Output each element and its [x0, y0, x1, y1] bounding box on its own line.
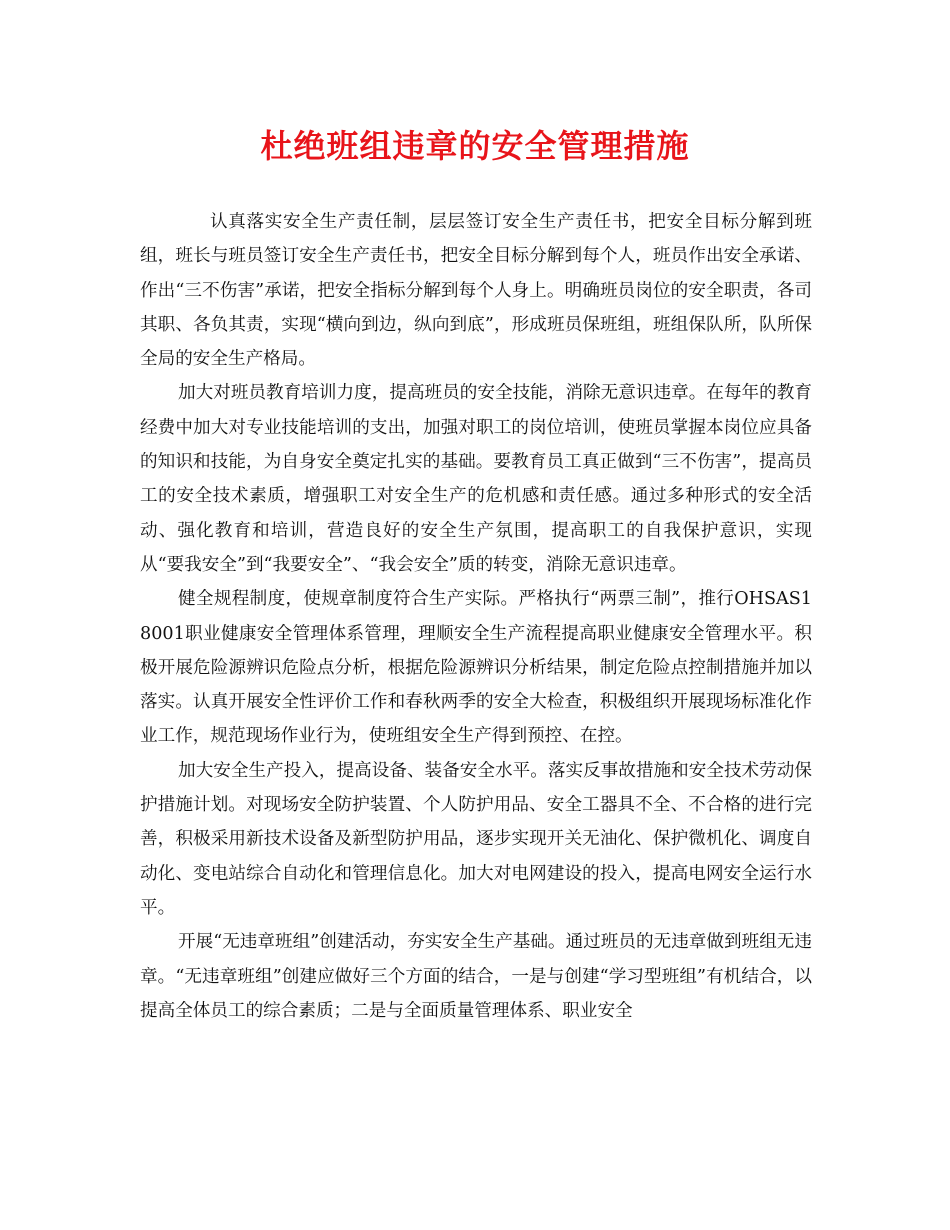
paragraph-no-violation-team: 开展“无违章班组”创建活动，夯实安全生产基础。通过班员的无违章做到班组无违章。“无违章班组”创建应做好三个方面的结合，一是与创建“学习型班组”有机结合，以提高全体员工的综合素质；二是与全面质量管理体系、职业安全	[140, 932, 812, 1021]
paragraph-responsibility: 认真落实安全生产责任制，层层签订安全生产责任书，把安全目标分解到班组，班长与班员签订安全生产责任书，把安全目标分解到每个人，班员作出安全承诺、作出“三不伤害”承诺，把安全指标分解到每个人身上。明确班员岗位的安全职责，各司其职、各负其责，实现“横向到边，纵向到底”，形成班员保班组，班组保队所，队所保全局的安全生产格局。	[140, 212, 812, 370]
paragraph-investment: 加大安全生产投入，提高设备、装备安全水平。落实反事故措施和安全技术劳动保护措施计划。对现场安全防护装置、个人防护用品、安全工器具不全、不合格的进行完善，积极采用新技术设备及新型防护用品，逐步实现开关无油化、保护微机化、调度自动化、变电站综合自动化和管理信息化。加大对电网建设的投入，提高电网安全运行水平。	[140, 760, 812, 918]
document-title: 杜绝班组违章的安全管理措施	[260, 127, 690, 165]
document-body	[140, 205, 812, 1028]
paragraph-regulations: 健全规程制度，使规章制度符合生产实际。严格执行“两票三制”，推行OHSAS18001职业健康安全管理体系管理，理顺安全生产流程提高职业健康安全管理水平。积极开展危险源辨识危险点分析，根据危险源辨识分析结果，制定危险点控制措施并加以落实。认真开展安全性评价工作和春秋两季的安全大检查，积极组织开展现场标准化作业工作，规范现场作业行为，使班组安全生产得到预控、在控。	[140, 589, 812, 747]
paragraph-training: 加大对班员教育培训力度，提高班员的安全技能，消除无意识违章。在每年的教育经费中加大对专业技能培训的支出，加强对职工的岗位培训，使班员掌握本岗位应具备的知识和技能，为自身安全奠定扎实的基础。要教育员工真正做到“三不伤害”，提高员工的安全技术素质，增强职工对安全生产的危机感和责任感。通过多种形式的安全活动、强化教育和培训，营造良好的安全生产氛围，提高职工的自我保护意识，实现从“要我安全”到“我要安全”、“我会安全”质的转变，消除无意识违章。	[140, 383, 812, 575]
